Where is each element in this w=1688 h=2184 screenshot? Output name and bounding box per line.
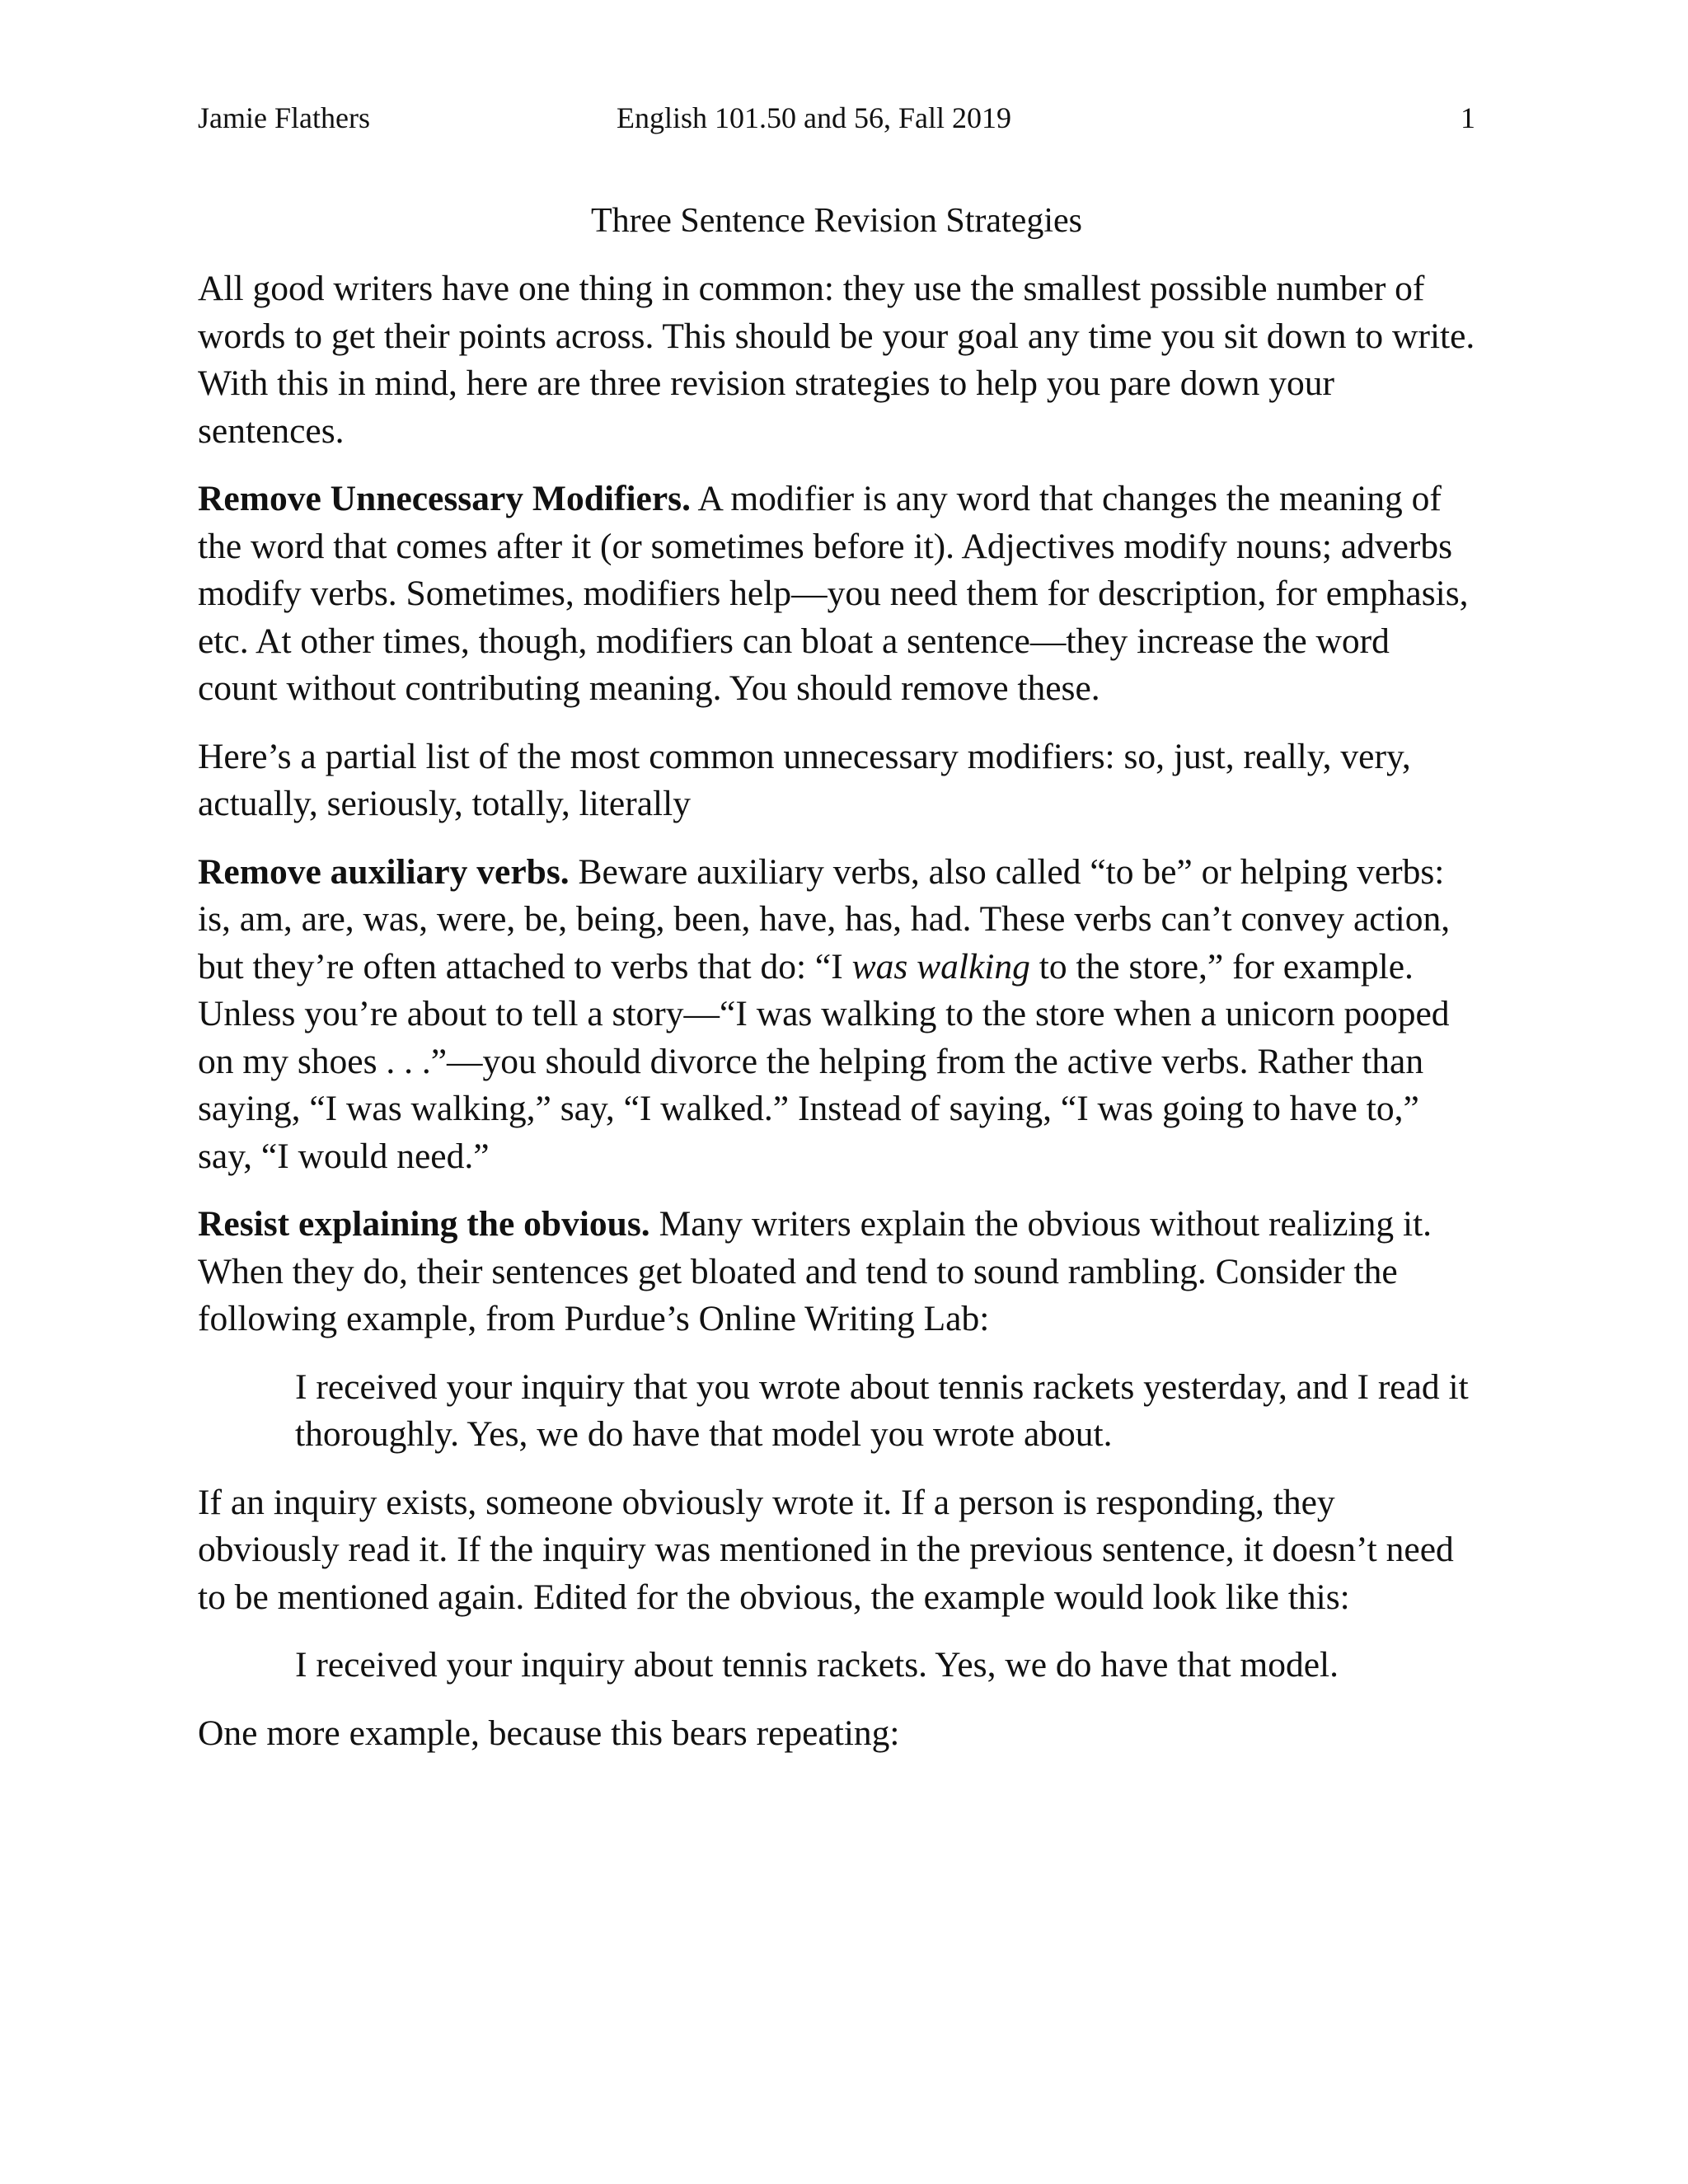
- modifiers-body: A modifier is any word that changes the meaning of the word that comes after it (or sometimes before it). Adjectives modify nouns; adverbs modify verbs. Sometimes, modifiers help—you need them for description, for emphasis, etc. At other times, though, modifiers can bloat a sentence—they increase the word count without contributing meaning. You should remove these.: [198, 479, 1469, 708]
- header-page-number: 1: [1461, 101, 1475, 134]
- obvious-heading: Resist explaining the obvious.: [198, 1204, 650, 1244]
- document-title: Three Sentence Revision Strategies: [591, 202, 1082, 240]
- obvious-paragraph: [198, 1201, 1477, 1343]
- intro-paragraph: All good writers have one thing in common: they use the smallest possible number of words to get their points across. This should be your goal any time you sit down to write. With this in mind, here are three revision strategies to help you pare down your sentences.: [198, 269, 1475, 451]
- auxiliary-heading: Remove auxiliary verbs.: [198, 851, 570, 892]
- block-quote-1: I received your inquiry that you wrote about tennis rackets yesterday, and I read it thoroughly. Yes, we do have that model you wrote about.: [295, 1366, 1469, 1454]
- document-body: [198, 265, 1477, 1778]
- auxiliary-body-part-2: to the store,” for example. Unless you’re about to tell a story—“I was walking to the store when a unicorn pooped on my shoes . . .”—you should divorce the helping from the active verbs. Rather than saying, “I was walking,” say, “I walked.” Instead of saying, “I was going to have to,” say, “I would need.”: [198, 946, 1450, 1176]
- obvious-body: Many writers explain the obvious without realizing it. When they do, their sentences get bloated and tend to sound rambling. Consider the following example, from Purdue’s Online Writing Lab:: [198, 1204, 1432, 1338]
- auxiliary-italic-example: was walking: [851, 946, 1030, 987]
- auxiliary-body-part-1: Beware auxiliary verbs, also called “to be” or helping verbs: is, am, are, was, were, be, being, been, have, has, had. These verbs can’t convey action, but they’re often attached to verbs that do: “I: [198, 851, 1451, 987]
- modifiers-paragraph: [198, 476, 1477, 713]
- modifiers-heading: Remove Unnecessary Modifiers.: [198, 479, 691, 518]
- header-course: English 101.50 and 56, Fall 2019: [617, 101, 1011, 134]
- header-author: Jamie Flathers: [198, 101, 370, 134]
- auxiliary-paragraph: [198, 849, 1477, 1181]
- closing-paragraph: One more example, because this bears repeating:: [198, 1713, 900, 1753]
- block-quote-2: I received your inquiry about tennis rackets. Yes, we do have that model.: [295, 1645, 1339, 1685]
- page-header: [198, 97, 1475, 138]
- explanation-paragraph: If an inquiry exists, someone obviously wrote it. If a person is responding, they obviously read it. If the inquiry was mentioned in the previous sentence, it doesn’t need to be mentioned again. Edited for the obvious, the example would look like this:: [198, 1482, 1454, 1617]
- modifiers-list-paragraph: Here’s a partial list of the most common unnecessary modifiers: so, just, really, very, actually, seriously, totally, literally: [198, 736, 1411, 823]
